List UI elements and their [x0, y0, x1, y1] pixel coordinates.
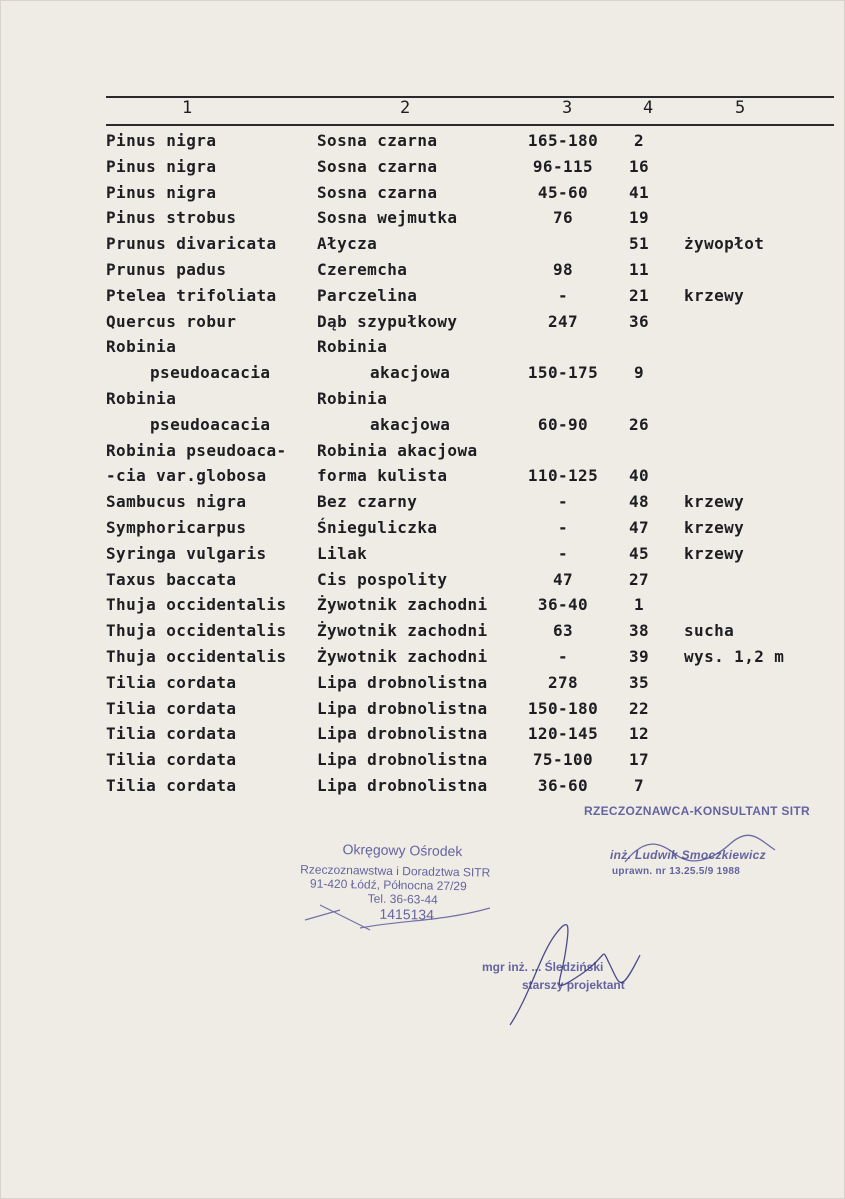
office-stamp-line: Tel. 36-63-44 [367, 891, 438, 907]
height-cell: 45-60 [537, 182, 589, 202]
table-row-continuation [0, 363, 845, 389]
latin-name-cell: Thuja occidentalis [106, 647, 287, 666]
polish-name-cell: forma kulista [317, 466, 448, 486]
number-cell: 41 [628, 182, 650, 202]
note-cell: wys. 1,2 m [684, 647, 785, 666]
table-row [0, 131, 845, 157]
office-stamp-line: Okręgowy Ośrodek [342, 841, 463, 860]
latin-name-cell: Thuja occidentalis [106, 595, 287, 615]
polish-name-cell: Sosna wejmutka [317, 208, 458, 228]
number-cell: 12 [628, 724, 650, 744]
polish-name-cell: Ałycza [317, 234, 378, 254]
table-row-continuation [0, 415, 845, 441]
polish-name-cell: Sosna czarna [317, 131, 438, 150]
latin-name-cell: Tilia cordata [106, 724, 237, 744]
polish-name-cell: Dąb szypułkowy [317, 311, 458, 331]
latin-name-cell: Pinus nigra [106, 131, 217, 150]
table-row [0, 157, 845, 183]
height-cell: 120-145 [527, 724, 599, 744]
column-header: 5 [735, 98, 746, 118]
table-top-rule [106, 96, 834, 98]
latin-name-cell: Pinus strobus [106, 208, 237, 228]
latin-name-cell: -cia var.globosa [106, 466, 267, 486]
height-cell: 110-125 [527, 466, 599, 486]
polish-name-cell: Żywotnik zachodni [317, 647, 488, 666]
polish-name-cell: Żywotnik zachodni [317, 595, 488, 615]
table-row [0, 724, 845, 750]
height-cell: - [557, 543, 569, 563]
table-row [0, 441, 845, 467]
latin-name-cell: Robinia [106, 337, 177, 357]
table-row [0, 208, 845, 234]
number-cell: 16 [628, 156, 650, 176]
height-cell: 36-60 [537, 776, 589, 795]
latin-name-cell: Pinus nigra [106, 182, 217, 202]
table-row [0, 776, 845, 802]
polish-name-cell: Lipa drobnolistna [317, 672, 488, 692]
polish-name-cell: Lilak [317, 543, 368, 563]
note-cell: krzewy [684, 492, 745, 512]
table-row [0, 750, 845, 776]
table-row [0, 389, 845, 415]
height-cell: 63 [552, 621, 574, 641]
number-cell: 2 [633, 131, 645, 150]
latin-name-cell: Thuja occidentalis [106, 621, 287, 641]
number-cell: 9 [633, 363, 645, 383]
table-row-continuation [0, 466, 845, 492]
expert-stamp-license: uprawn. nr 13.25.5/9 1988 [612, 866, 741, 877]
note-cell: krzewy [684, 518, 745, 537]
polish-name-cell: Lipa drobnolistna [317, 776, 488, 795]
height-cell: 96-115 [532, 156, 594, 176]
latin-name-cell: Robinia [106, 389, 177, 408]
office-stamp-line: 1415134 [379, 905, 435, 923]
note-cell: sucha [684, 621, 735, 641]
column-header: 2 [400, 98, 411, 118]
polish-name-cell: Robinia [317, 337, 388, 357]
height-cell: 150-175 [527, 363, 599, 383]
number-cell: 21 [628, 285, 650, 305]
latin-name-cell: Ptelea trifoliata [106, 285, 277, 305]
number-cell: 1 [633, 595, 645, 615]
height-cell: 278 [547, 672, 579, 692]
polish-name-cell: Bez czarny [317, 492, 418, 512]
table-row [0, 544, 845, 570]
column-header: 4 [643, 98, 654, 118]
height-cell: 165-180 [527, 131, 599, 150]
polish-name-cell: Robinia akacjowa [317, 440, 478, 460]
table-row [0, 647, 845, 673]
polish-name-cell: akacjowa [370, 363, 451, 383]
number-cell: 11 [628, 260, 650, 279]
number-cell: 40 [628, 466, 650, 486]
number-cell: 7 [633, 776, 645, 795]
height-cell: 150-180 [527, 698, 599, 718]
number-cell: 36 [628, 311, 650, 331]
polish-name-cell: Parczelina [317, 285, 418, 305]
author-stamp-name: mgr inż. ... Śledziński [482, 960, 604, 974]
table-row [0, 234, 845, 260]
height-cell: 36-40 [537, 595, 589, 615]
polish-name-cell: Sosna czarna [317, 156, 438, 176]
number-cell: 27 [628, 569, 650, 589]
note-cell: krzewy [684, 543, 745, 563]
height-cell: - [557, 518, 569, 537]
latin-name-cell: Taxus baccata [106, 569, 237, 589]
polish-name-cell: Śnieguliczka [317, 518, 438, 537]
latin-name-cell: Tilia cordata [106, 750, 237, 770]
height-cell: 75-100 [532, 750, 594, 770]
number-cell: 22 [628, 698, 650, 718]
height-cell: 247 [547, 311, 579, 331]
number-cell: 17 [628, 750, 650, 770]
table-row [0, 312, 845, 338]
table-row [0, 621, 845, 647]
expert-signature [620, 832, 780, 872]
polish-name-cell: Robinia [317, 389, 388, 408]
latin-name-cell: Symphoricarpus [106, 518, 247, 537]
height-cell: 98 [552, 260, 574, 279]
header-bottom-rule [106, 124, 834, 126]
polish-name-cell: Cis pospolity [317, 569, 448, 589]
office-stamp-line: 91-420 Łódź, Północna 27/29 [309, 876, 467, 894]
polish-name-cell: Lipa drobnolistna [317, 724, 488, 744]
table-row [0, 183, 845, 209]
height-cell: - [557, 647, 569, 666]
latin-name-cell: Sambucus nigra [106, 492, 247, 512]
author-stamp-title: starszy projektant [522, 978, 625, 992]
latin-name-cell: Prunus padus [106, 260, 227, 279]
number-cell: 45 [628, 543, 650, 563]
polish-name-cell: Sosna czarna [317, 182, 438, 202]
table-row [0, 260, 845, 286]
column-header: 3 [562, 98, 573, 118]
note-cell: żywopłot [684, 234, 765, 254]
number-cell: 51 [628, 234, 650, 254]
table-row [0, 673, 845, 699]
number-cell: 39 [628, 647, 650, 666]
latin-name-cell: Syringa vulgaris [106, 543, 267, 563]
number-cell: 26 [628, 414, 650, 434]
table-row [0, 595, 845, 621]
height-cell: - [557, 285, 569, 305]
office-stamp-line: Rzeczoznawstwa i Doradztwa SITR [300, 862, 491, 880]
author-signature [500, 915, 660, 1030]
number-cell: 35 [628, 672, 650, 692]
table-row [0, 570, 845, 596]
polish-name-cell: Lipa drobnolistna [317, 750, 488, 770]
latin-name-cell: Tilia cordata [106, 672, 237, 692]
polish-name-cell: Lipa drobnolistna [317, 698, 488, 718]
height-cell: - [557, 492, 569, 512]
number-cell: 47 [628, 518, 650, 537]
latin-name-cell: Pinus nigra [106, 156, 217, 176]
table-row [0, 286, 845, 312]
table-row [0, 337, 845, 363]
height-cell: 60-90 [537, 414, 589, 434]
height-cell: 47 [552, 569, 574, 589]
polish-name-cell: Czeremcha [317, 260, 408, 279]
polish-name-cell: Żywotnik zachodni [317, 621, 488, 641]
table-row [0, 699, 845, 725]
office-signature [300, 890, 520, 940]
latin-name-cell: pseudoacacia [150, 363, 271, 383]
latin-name-cell: Prunus divaricata [106, 234, 277, 254]
expert-stamp-name: inż. Ludwik Smoczkiewicz [610, 848, 766, 862]
table-row [0, 492, 845, 518]
latin-name-cell: Quercus robur [106, 311, 237, 331]
column-header: 1 [182, 98, 193, 118]
number-cell: 38 [628, 621, 650, 641]
latin-name-cell: Robinia pseudoaca- [106, 440, 287, 460]
number-cell: 19 [628, 208, 650, 228]
latin-name-cell: Tilia cordata [106, 776, 237, 795]
note-cell: krzewy [684, 285, 745, 305]
latin-name-cell: Tilia cordata [106, 698, 237, 718]
height-cell: 76 [552, 208, 574, 228]
number-cell: 48 [628, 492, 650, 512]
expert-stamp-title: RZECZOZNAWCA-KONSULTANT SITR [584, 804, 810, 818]
latin-name-cell: pseudoacacia [150, 414, 271, 434]
table-row [0, 518, 845, 544]
polish-name-cell: akacjowa [370, 414, 451, 434]
